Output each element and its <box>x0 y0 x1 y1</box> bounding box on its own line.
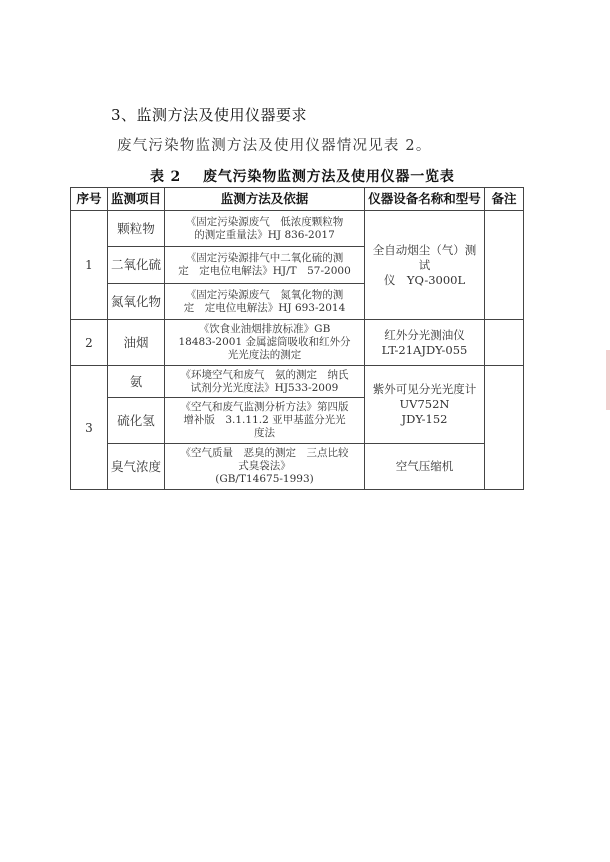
header-item: 监测项目 <box>108 188 165 211</box>
section-intro: 废气污染物监测方法及使用仪器情况见表 2。 <box>117 138 432 154</box>
instrument-cell <box>365 366 485 444</box>
method-line: 《固定污染源排气中二氧化硫的测 <box>185 252 344 264</box>
item-cell: 臭气浓度 <box>108 444 165 490</box>
method-line: (GB/T14675-1993) <box>215 473 314 485</box>
seq-cell: 3 <box>71 366 108 490</box>
method-line: 《环境空气和废气 氨的测定 纳氏 <box>180 368 349 381</box>
table-row <box>71 444 524 490</box>
item-cell: 二氧化硫 <box>108 247 165 284</box>
method-line: 试剂分光光度法》HJ533-2009 <box>190 381 339 394</box>
table-row <box>71 211 524 247</box>
remark-cell <box>485 211 524 320</box>
method-line: 《固定污染源废气 低浓度颗粒物 <box>185 215 344 228</box>
method-cell <box>165 366 365 398</box>
method-line: 式臭袋法》 <box>238 460 291 472</box>
method-line: 《饮食业油烟排放标准》GB <box>198 323 331 335</box>
method-line: 《固定污染源废气 氮氧化物的测 <box>185 288 344 301</box>
method-line: 《空气质量 恶臭的测定 三点比较 <box>180 447 349 459</box>
method-line: 定 定电位电解法》HJ/T 57-2000 <box>178 265 351 277</box>
section-heading: 3、监测方法及使用仪器要求 <box>111 106 308 124</box>
item-cell: 硫化氢 <box>108 398 165 444</box>
seal-edge-mark <box>606 350 610 410</box>
instrument-cell <box>365 211 485 320</box>
method-cell <box>165 247 365 284</box>
table-caption-title: 废气污染物监测方法及使用仪器一览表 <box>203 169 455 185</box>
table-header-row <box>71 188 524 211</box>
method-line: 18483-2001 金属滤筒吸收和红外分 <box>178 336 351 348</box>
instrument-line: 空气压缩机 <box>395 459 454 473</box>
item-cell: 氮氧化物 <box>108 284 165 320</box>
item-cell: 氨 <box>108 366 165 398</box>
method-line: 度法 <box>254 427 275 439</box>
seq-cell: 2 <box>71 320 108 366</box>
method-cell <box>165 211 365 247</box>
table-caption <box>150 166 455 186</box>
method-line: 定 定电位电解法》HJ 693-2014 <box>183 301 346 314</box>
header-remark: 备注 <box>485 188 524 211</box>
item-cell: 油烟 <box>108 320 165 366</box>
seq-cell: 1 <box>71 211 108 320</box>
instrument-line: UV752N <box>399 397 450 411</box>
method-cell <box>165 320 365 366</box>
instrument-line: LT-21AJDY-055 <box>381 342 468 357</box>
method-line: 的测定重量法》HJ 836-2017 <box>194 228 335 241</box>
method-cell <box>165 398 365 444</box>
header-seq: 序号 <box>71 188 108 211</box>
method-line: 《空气和废气监测分析方法》第四版 <box>180 401 349 413</box>
instrument-line: 全自动烟尘（气）测试 <box>372 242 477 272</box>
header-instrument: 仪器设备名称和型号 <box>365 188 485 211</box>
instrument-line: 仪 YQ-3000L <box>383 272 466 287</box>
table-row <box>71 366 524 398</box>
instrument-line: 紫外可见分光光度计 <box>372 382 477 396</box>
remark-cell <box>485 366 524 490</box>
instrument-line: 红外分光测油仪 <box>384 327 465 342</box>
method-line: 光光度法的测定 <box>227 349 302 361</box>
table-caption-number: 表 2 <box>150 169 182 185</box>
remark-cell <box>485 320 524 366</box>
instrument-cell <box>365 444 485 490</box>
method-line: 增补版 3.1.11.2 亚甲基蓝分光光 <box>183 414 346 426</box>
item-cell: 颗粒物 <box>108 211 165 247</box>
instrument-cell <box>365 320 485 366</box>
table-row <box>71 320 524 366</box>
method-cell <box>165 284 365 320</box>
instrument-line: JDY-152 <box>401 412 448 426</box>
monitoring-methods-table <box>70 187 524 490</box>
method-cell <box>165 444 365 490</box>
header-method: 监测方法及依据 <box>165 188 365 211</box>
